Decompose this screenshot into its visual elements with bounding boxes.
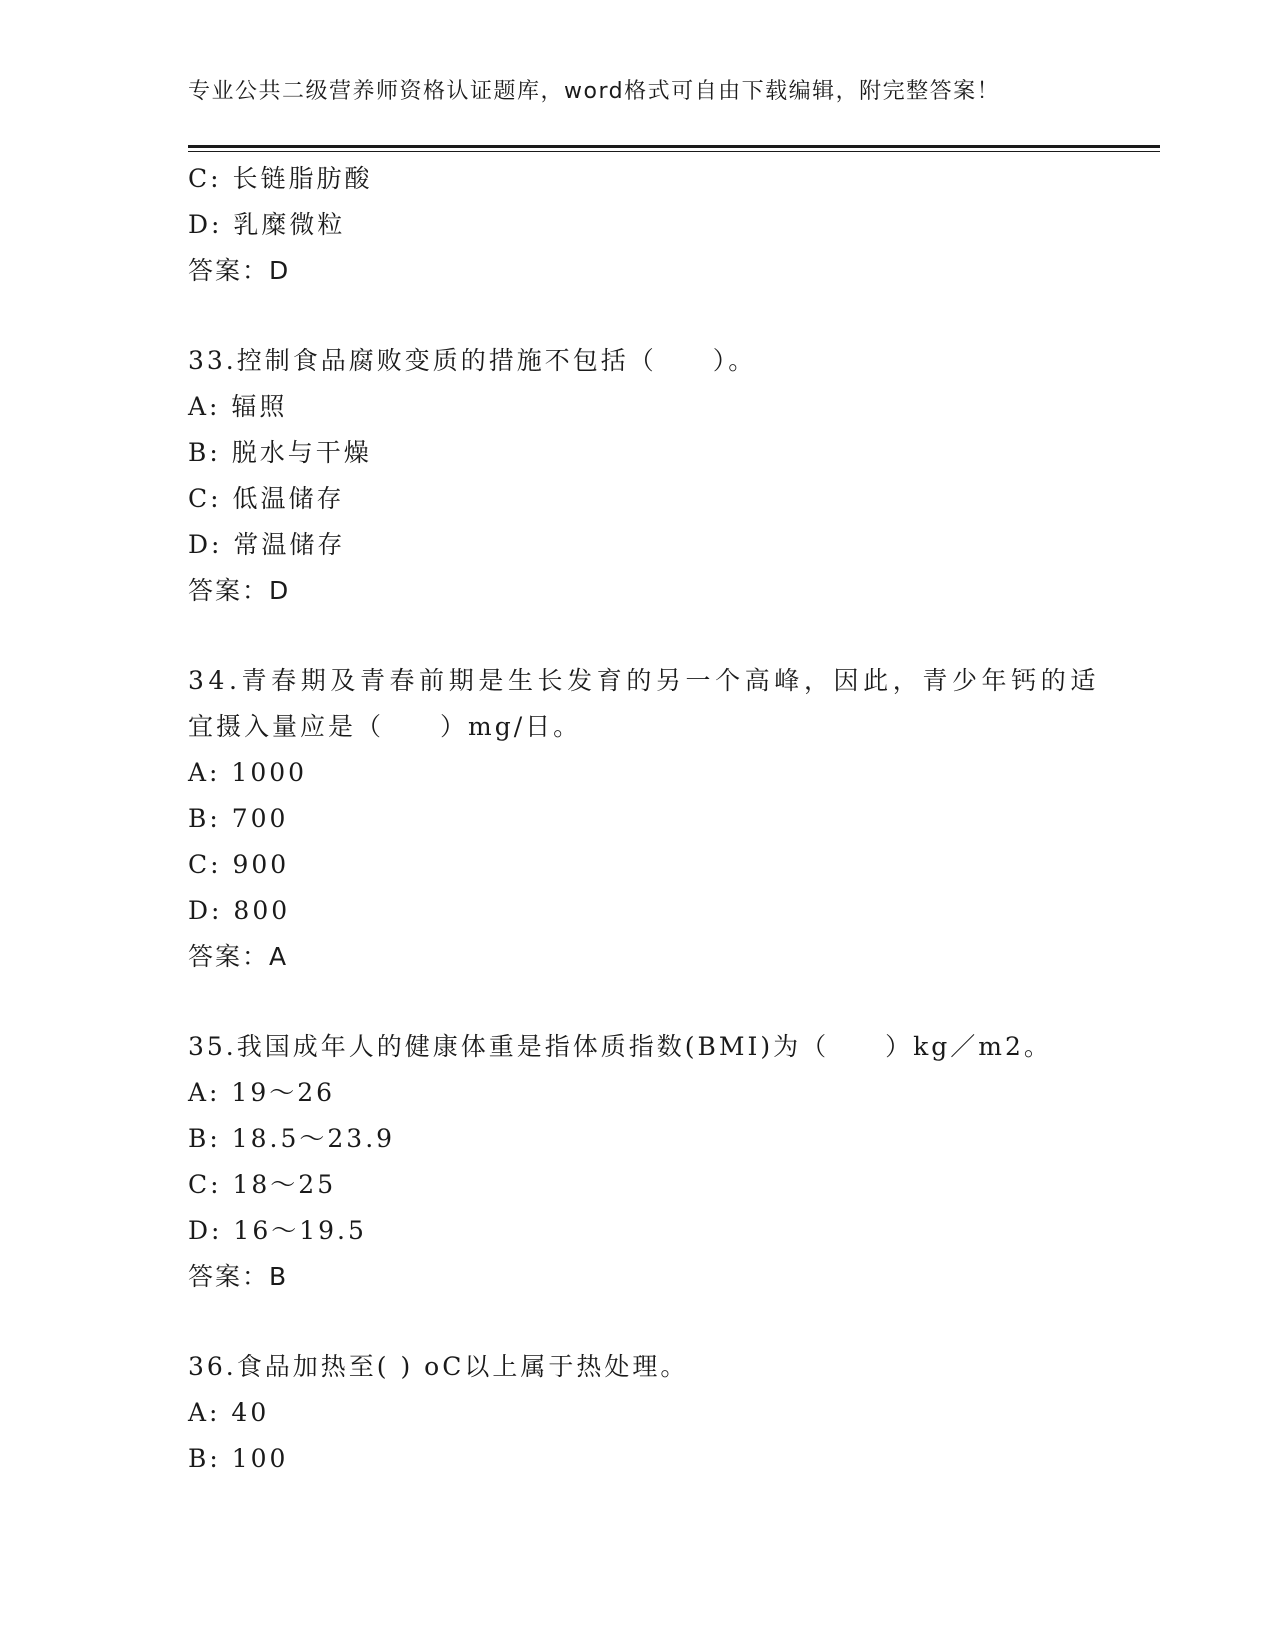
- page-header: 专业公共二级营养师资格认证题库，word格式可自由下载编辑，附完整答案！: [188, 79, 1001, 104]
- spacer: [188, 1300, 1118, 1344]
- q32-option-c: C: 长链脂肪酸: [188, 164, 373, 193]
- q34-option-d: D: 800: [188, 896, 291, 925]
- q33-option-a: A: 辐照: [188, 392, 288, 421]
- q34-answer: 答案：A: [188, 942, 289, 971]
- q33-answer: 答案：D: [188, 576, 291, 605]
- header-rule-thin: [188, 151, 1160, 152]
- spacer: [188, 294, 1118, 338]
- q36-option-a: A: 40: [188, 1398, 270, 1427]
- q33-option-c: C: 低温储存: [188, 484, 345, 513]
- q35-option-a: A: 19～26: [188, 1078, 336, 1107]
- spacer: [188, 614, 1118, 658]
- question-list: [188, 156, 1118, 1482]
- q32-answer: 答案：D: [188, 256, 291, 285]
- q33-question: 33.控制食品腐败变质的措施不包括（ ）。: [188, 346, 757, 375]
- q35-answer: 答案：B: [188, 1262, 289, 1291]
- q33-option-b: B: 脱水与干燥: [188, 438, 372, 467]
- q33-option-d: D: 常温储存: [188, 530, 346, 559]
- q35-question: 35.我国成年人的健康体重是指体质指数(BMI)为（ ）kg／m2。: [188, 1032, 1052, 1061]
- q34-option-c: C: 900: [188, 850, 290, 879]
- q36-question: 36.食品加热至( ) oC以上属于热处理。: [188, 1352, 689, 1381]
- q35-option-b: B: 18.5～23.9: [188, 1124, 396, 1153]
- q34-question-line-1: 34.青春期及青春前期是生长发育的另一个高峰，因此，青少年钙的适: [188, 666, 1100, 695]
- header-rule-thick: [188, 145, 1160, 148]
- spacer: [188, 980, 1118, 1024]
- q34-question-line-2: 宜摄入量应是（ ）mg/日。: [188, 712, 582, 741]
- q34-option-a: A: 1000: [188, 758, 308, 787]
- q36-option-b: B: 100: [188, 1444, 289, 1473]
- q32-option-d: D: 乳糜微粒: [188, 210, 346, 239]
- q35-option-d: D: 16～19.5: [188, 1216, 367, 1245]
- q34-option-b: B: 700: [188, 804, 289, 833]
- q35-option-c: C: 18～25: [188, 1170, 337, 1199]
